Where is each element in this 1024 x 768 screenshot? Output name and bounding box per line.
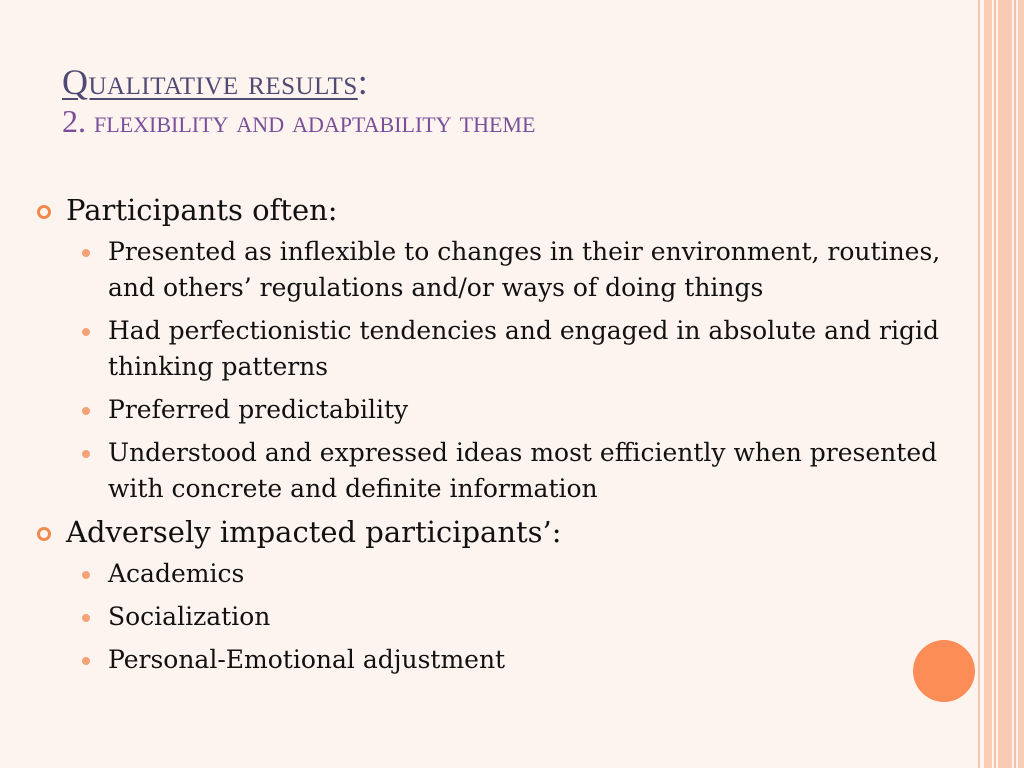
decorative-stripe [1014,0,1016,768]
dot-bullet-icon [82,249,90,257]
title-colon: : [357,62,369,102]
sub-bullet-text: Presented as inflexible to changes in their environment, routines, and others’ regulations and/or ways of doing things [108,237,941,302]
decorative-stripe [984,0,992,768]
sub-bullet-item [36,435,966,507]
sub-bullet-text: Socialization [108,602,271,631]
bullet-level1 [36,514,966,550]
title-main-text: Qualitative results [62,62,358,102]
dot-bullet-icon [82,450,90,458]
dot-bullet-icon [82,657,90,665]
title-line-2: 2. flexibility and adaptability theme [62,103,536,139]
bullet-text: Participants often: [66,193,338,227]
sub-bullet-item [36,599,966,635]
bullet-text: Adversely impacted participants’: [66,515,562,549]
hollow-circle-bullet-icon [37,205,51,219]
dot-bullet-icon [82,407,90,415]
bullet-content [36,186,966,685]
dot-bullet-icon [82,571,90,579]
sub-bullet-list [36,556,966,678]
title-line-1 [62,62,962,102]
sub-bullet-text: Had perfectionistic tendencies and engaged in absolute and rigid thinking patterns [108,316,940,381]
sub-bullet-item [36,234,966,306]
hollow-circle-bullet-icon [37,527,51,541]
decorative-stripe [994,0,996,768]
sub-bullet-item [36,313,966,385]
sub-bullet-text: Preferred predictability [108,395,409,424]
bullet-level1 [36,192,966,228]
decorative-stripe [978,0,980,768]
decorative-stripe [1018,0,1024,768]
sub-bullet-text: Academics [108,559,245,588]
sub-bullet-list [36,234,966,507]
sub-bullet-item [36,392,966,428]
dot-bullet-icon [82,614,90,622]
sub-bullet-text: Understood and expressed ideas most efficiently when presented with concrete and definite information [108,438,938,503]
dot-bullet-icon [82,328,90,336]
sub-bullet-text: Personal-Emotional adjustment [108,645,506,674]
sub-bullet-item [36,642,966,678]
decorative-stripe [998,0,1012,768]
slide-title [62,62,962,140]
sub-bullet-item [36,556,966,592]
